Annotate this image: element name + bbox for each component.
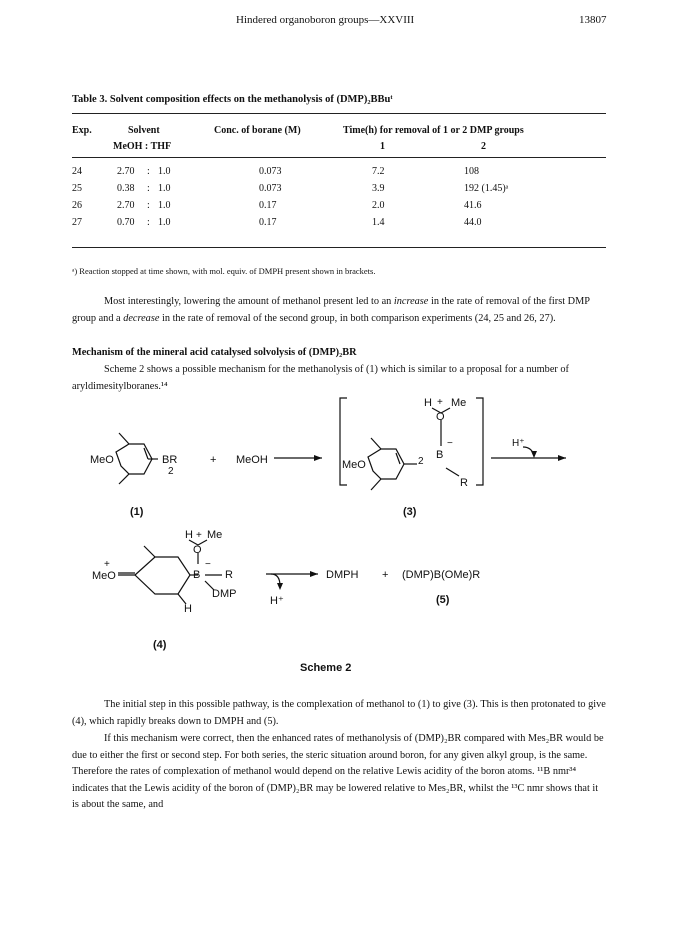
table-title: Table 3. Solvent composition effects on the methanolysis of (DMP)₂BBuᵗ [72, 94, 393, 105]
methyl-label: Me [451, 397, 467, 409]
cell-time-1: 3.9 [372, 183, 385, 194]
paragraph-rate-effects: Most interestingly, lowering the amount of methanol present led to an increase in the rate of removal of the first DMP group and a decrease in the rate of removal of the second group, in both comparison experiments (24, 25 and 26, 27). [72, 296, 590, 324]
cell-thf: 1.0 [158, 183, 171, 194]
cell-meoh: 2.70 [117, 200, 135, 211]
positive-charge: + [437, 397, 443, 408]
product-5-formula: (DMP)B(OMe)R [402, 569, 481, 581]
cell-conc: 0.17 [259, 217, 277, 228]
plus-sign: + [210, 454, 217, 466]
header-concentration: Conc. of borane (M) [214, 125, 301, 136]
cell-thf: 1.0 [158, 217, 171, 228]
dmph-label: DMPH [326, 569, 359, 581]
cell-time-1: 2.0 [372, 200, 385, 211]
plus-sign: + [382, 569, 389, 581]
cell-meoh: 0.70 [117, 217, 135, 228]
cell-ratio-sep: : [147, 183, 150, 194]
hydrogen-label: H [424, 397, 432, 409]
positive-charge: + [104, 559, 110, 570]
cell-exp: 25 [72, 183, 82, 194]
cell-time-2: 41.6 [464, 200, 482, 211]
r-group-label: R [460, 477, 468, 489]
header-solvent-ratio: MeOH : THF [113, 141, 172, 152]
compound-3-label: (3) [403, 506, 417, 518]
boron-label: B [193, 569, 201, 581]
hydrogen-label: H [185, 529, 193, 541]
header-time: Time(h) for removal of 1 or 2 DMP groups [343, 125, 524, 136]
negative-charge: − [447, 438, 453, 449]
methoxy-label: MeO [90, 454, 114, 466]
compound-1-label: (1) [130, 506, 144, 518]
header-exp: Exp. [72, 125, 92, 136]
negative-charge: − [205, 559, 211, 570]
subscript-2: 2 [418, 456, 424, 467]
cell-time-1: 7.2 [372, 166, 385, 177]
paragraph-mechanism-discussion: If this mechanism were correct, then the enhanced rates of methanolysis of (DMP)₂BR compared with Mes₂BR would be due to either the first or second step. For both series, the steric situation around boron, for any given alkyl group, is the same. Therefore the rates of complexation of methanol would depend on the relative Lewis acidity of the boron atoms. ¹¹B nmr³⁴ indicates that the Lewis acidity of the boron of (DMP)₂BR may be lowered relative to Mes₂BR, whilst the ¹³C nmr shows that it is about the same, and [72, 733, 604, 811]
header-solvent: Solvent [128, 125, 160, 136]
boron-label: B [436, 449, 444, 461]
cell-time-1: 1.4 [372, 217, 385, 228]
cell-exp: 24 [72, 166, 82, 177]
r-group-label: R [225, 569, 233, 581]
methyl-label: Me [207, 529, 223, 541]
cell-conc: 0.17 [259, 200, 277, 211]
cell-thf: 1.0 [158, 166, 171, 177]
page-number: 13807 [579, 14, 607, 26]
methoxy-label: MeO [92, 570, 116, 582]
paragraph-initial-step: The initial step in this possible pathway, is the complexation of methanol to (1) to give (3). This is then protonated to give (4), which rapidly breaks down to DMPH and (5). [72, 699, 606, 727]
section-heading-mechanism: Mechanism of the mineral acid catalysed solvolysis of (DMP)₂BR [72, 347, 357, 358]
boron-r-label: BR [162, 454, 178, 466]
cell-time-2: 44.0 [464, 217, 482, 228]
proton-label: H⁺ [512, 438, 525, 449]
dmp-label: DMP [212, 588, 237, 600]
cell-conc: 0.073 [259, 183, 282, 194]
running-title: Hindered organoboron groups—XXVIII [236, 14, 415, 26]
cell-exp: 27 [72, 217, 82, 228]
compound-4-label: (4) [153, 639, 167, 651]
oxygen-label: O [193, 544, 202, 556]
positive-charge: + [196, 530, 202, 541]
table-header-rule [72, 157, 606, 158]
header-group-2: 2 [481, 141, 486, 152]
hydrogen-label: H [184, 603, 192, 615]
cell-meoh: 0.38 [117, 183, 135, 194]
methanol-label: MeOH [236, 454, 268, 466]
subscript-2: 2 [168, 466, 174, 477]
cell-ratio-sep: : [147, 200, 150, 211]
table-bottom-rule [72, 247, 606, 248]
scheme-2-diagram [0, 360, 680, 660]
table-top-rule [72, 113, 606, 114]
oxygen-label: O [436, 411, 445, 423]
cell-exp: 26 [72, 200, 82, 211]
cell-ratio-sep: : [147, 217, 150, 228]
cell-time-2: 108 [464, 166, 479, 177]
cell-ratio-sep: : [147, 166, 150, 177]
scheme-caption: Scheme 2 [300, 662, 352, 674]
methoxy-label: MeO [342, 459, 366, 471]
cell-meoh: 2.70 [117, 166, 135, 177]
cell-time-2: 192 (1.45)ᵃ [464, 183, 509, 194]
compound-5-label: (5) [436, 594, 450, 606]
header-group-1: 1 [380, 141, 385, 152]
table-footnote: ᵃ) Reaction stopped at time shown, with mol. equiv. of DMPH present shown in brackets. [72, 266, 376, 276]
proton-label: H⁺ [270, 595, 284, 607]
cell-conc: 0.073 [259, 166, 282, 177]
paragraph-scheme-intro: Scheme 2 shows a possible mechanism for the methanolysis of (1) which is similar to a proposal for a number of aryldimesitylboranes.¹⁴ [72, 364, 569, 392]
cell-thf: 1.0 [158, 200, 171, 211]
